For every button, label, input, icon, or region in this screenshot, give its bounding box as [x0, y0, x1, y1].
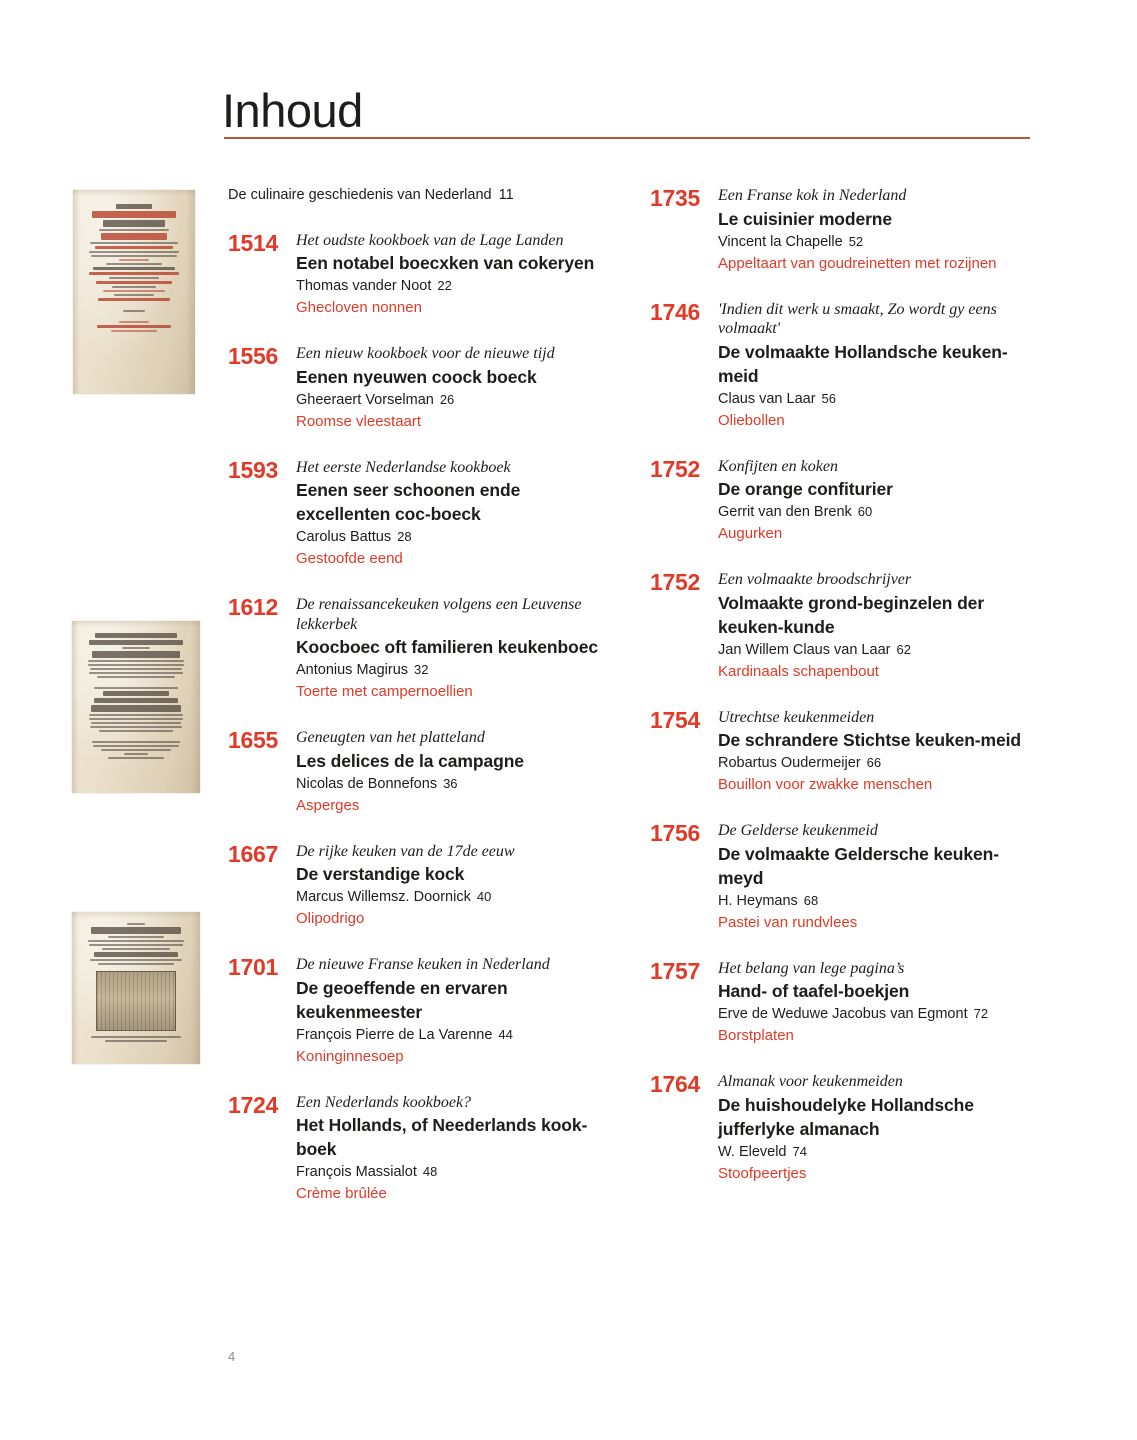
toc-entry-year: 1593: [228, 456, 278, 483]
cover-line: [111, 330, 157, 332]
toc-entry-body: [718, 570, 1040, 683]
cover-line: [103, 220, 165, 227]
toc-entry-author-line: [718, 388, 1040, 410]
cover-line: [91, 255, 177, 257]
cover-line: [90, 959, 182, 961]
cover-line: [89, 672, 183, 674]
book-cover-thumbnail-de-verstandige-kock: [72, 912, 200, 1064]
toc-entry-body: [718, 186, 1040, 275]
cover-line: [90, 668, 182, 670]
cover-line: [92, 211, 176, 218]
toc-entry-author: Thomas vander Noot: [296, 278, 432, 295]
cover-line: [95, 246, 173, 249]
toc-entry-subtitle: Konfijten en koken: [718, 457, 838, 475]
cover-type-lines: [84, 204, 184, 384]
cover-type-lines: [84, 633, 189, 784]
cover-paper-texture: [72, 621, 200, 793]
toc-entry[interactable]: [228, 458, 618, 571]
toc-entry-page-number: 44: [498, 1026, 513, 1042]
toc-entry-list-right: [650, 186, 1040, 1185]
cover-line: [97, 325, 171, 328]
toc-entry-author: Robartus Oudermeijer: [718, 755, 861, 771]
toc-entry-subtitle: Het eerste Nederlandse kookboek: [296, 458, 511, 476]
toc-entry-author-line: [296, 389, 618, 411]
toc-entry-page-number: 74: [792, 1143, 807, 1159]
toc-entry-author: Carolus Battus: [296, 529, 392, 546]
toc-entry-page-number: 32: [414, 662, 429, 678]
toc-entry-year: 1701: [228, 954, 278, 981]
toc-entry-body: [718, 959, 1040, 1048]
toc-entry[interactable]: [650, 300, 1040, 432]
toc-entry-body: [296, 344, 618, 433]
book-cover-thumbnail-volmaakte-grond-beginzelen: [72, 621, 200, 793]
toc-entry-subtitle: De renaissancekeuken volgens een Leuvense lekkerbek: [296, 596, 582, 633]
cover-line: [103, 691, 168, 696]
cover-line: [99, 730, 172, 732]
toc-entry-year: 1746: [650, 298, 700, 325]
intro-label: De culinaire geschiedenis van Nederland: [228, 187, 492, 203]
toc-entry-title: Hand- of taafel-boekjen: [718, 981, 910, 1001]
toc-entry-body: [296, 231, 618, 320]
toc-entry[interactable]: [228, 955, 618, 1068]
toc-entry-recipe: Augurken: [718, 525, 783, 542]
cover-line: [123, 310, 145, 312]
toc-entry-author: H. Heymans: [718, 892, 798, 909]
cover-line: [89, 251, 179, 253]
toc-entry[interactable]: [228, 728, 618, 817]
toc-entry-body: [718, 300, 1040, 432]
toc-entry-year: 1735: [650, 185, 700, 211]
cover-line: [95, 633, 177, 638]
toc-entry-year: 1612: [228, 594, 278, 621]
toc-entry-page-number: 36: [443, 775, 458, 791]
toc-entry[interactable]: [650, 186, 1040, 275]
toc-entry-recipe: Roomse vleestaart: [296, 412, 422, 430]
cover-type-lines: [84, 923, 189, 1057]
toc-entry-year: 1764: [650, 1071, 700, 1097]
cover-line: [109, 277, 159, 279]
cover-line: [101, 749, 170, 751]
toc-column-left: [228, 186, 618, 1230]
cover-line: [92, 651, 180, 658]
toc-entry-subtitle: Een nieuw kookboek voor de nieuwe tijd: [296, 345, 555, 363]
cover-line: [89, 944, 183, 946]
toc-entry-author: Erve de Weduwe Jacobus van Egmont: [718, 1006, 968, 1022]
toc-entry-title: Le cuisinier moderne: [718, 208, 893, 229]
toc-entry[interactable]: [650, 821, 1040, 934]
toc-entry-page-number: 68: [803, 892, 819, 908]
toc-entry-recipe: Bouillon voor zwakke menschen: [718, 776, 933, 793]
book-cover-thumbnail-le-cuisinier-moderne: [73, 190, 195, 394]
cover-line: [127, 923, 146, 925]
toc-entry-recipe: Pastei van rundvlees: [718, 913, 858, 931]
toc-entry[interactable]: [650, 959, 1040, 1048]
toc-entry-page-number: 66: [866, 755, 882, 770]
toc-entry-author-line: [296, 886, 618, 908]
cover-line: [89, 714, 183, 716]
toc-entry[interactable]: [228, 842, 618, 931]
toc-entry-author: W. Eleveld: [718, 1143, 787, 1160]
toc-intro-entry[interactable]: [228, 186, 618, 205]
page-title: Inhoud: [222, 84, 363, 138]
cover-line: [90, 242, 178, 244]
toc-entry-title: De schrandere Stichtse keuken-meid: [718, 730, 1021, 750]
toc-entry-title: De geoeffende en ervaren keukenmeester: [296, 977, 508, 1022]
cover-line: [119, 259, 149, 261]
toc-entry-body: [296, 955, 618, 1068]
toc-entry-body: [296, 595, 618, 703]
toc-entry-page-number: 28: [397, 529, 412, 545]
toc-entry-page-number: 60: [857, 504, 873, 519]
toc-entry-page-number: 56: [821, 390, 836, 406]
cover-line: [93, 745, 179, 747]
cover-line: [108, 936, 165, 938]
toc-entry-title: Het Hollands, of Neederlands kook-boek: [296, 1115, 588, 1160]
toc-entry-page-number: 22: [437, 278, 452, 294]
toc-entry-title: Volmaakte grond-beginzelen der keuken-kunde: [718, 592, 985, 637]
cover-line: [90, 726, 182, 728]
cover-line: [94, 952, 178, 957]
toc-entry-author-line: [718, 1141, 1040, 1163]
toc-entry-recipe: Ghecloven nonnen: [296, 299, 422, 317]
toc-entry-author-line: [718, 752, 1040, 774]
cover-line: [106, 263, 162, 265]
toc-entry-page-number: 72: [973, 1006, 989, 1021]
page-folio-number: 4: [228, 1349, 236, 1364]
toc-entry-page-number: 40: [476, 889, 492, 905]
cover-paper-texture: [72, 912, 200, 1064]
toc-entry-author-line: [296, 1024, 618, 1046]
toc-entry-recipe: Kardinaals schapenbout: [718, 662, 879, 680]
toc-entry-title: De huishoudelyke Hollandsche jufferlyke almanach: [718, 1094, 974, 1139]
title-divider: [224, 137, 1030, 139]
toc-entry-author-line: [296, 1161, 618, 1183]
cover-line: [98, 963, 174, 965]
toc-entry[interactable]: [228, 231, 618, 320]
cover-line: [99, 229, 169, 231]
cover-line: [103, 290, 165, 292]
cover-line: [101, 233, 167, 240]
toc-entry[interactable]: [650, 708, 1040, 797]
toc-entry-author: Marcus Willemsz. Doornick: [296, 889, 471, 906]
toc-entry-subtitle: Het belang van lege pagina’s: [718, 959, 905, 977]
toc-entry-year: 1754: [650, 706, 700, 733]
cover-line: [89, 272, 179, 275]
cover-line: [112, 286, 156, 288]
cover-line: [91, 1036, 181, 1038]
cover-line: [94, 687, 178, 689]
toc-entry-title: De volmaakte Hollandsche keuken-meid: [718, 341, 1008, 386]
toc-entry-title: Eenen nyeuwen coock boeck: [296, 366, 537, 387]
toc-entry-year: 1667: [228, 840, 278, 867]
cover-line: [93, 267, 175, 270]
toc-entry-recipe: Asperges: [296, 796, 360, 814]
cover-line: [89, 640, 183, 645]
toc-entry-body: [296, 728, 618, 817]
toc-entry-page-number: 62: [896, 641, 911, 657]
toc-entry-title: Koocboec oft familieren keukenboec: [296, 637, 598, 658]
toc-entry-title: De volmaakte Geldersche keuken-meyd: [718, 843, 999, 888]
cover-line: [119, 321, 149, 323]
toc-entry-recipe: Oliebollen: [718, 411, 785, 429]
toc-entry-year: 1752: [650, 455, 700, 482]
toc-entry-recipe: Koninginnesoep: [296, 1047, 404, 1065]
toc-entry-title: Eenen seer schoonen ende excellenten coc-boeck: [296, 480, 521, 525]
toc-entry[interactable]: [228, 344, 618, 433]
toc-entry-author-line: [718, 639, 1040, 661]
toc-entry-subtitle: Almanak voor keukenmeiden: [718, 1073, 903, 1090]
toc-entry-title: Les delices de la campagne: [296, 750, 524, 771]
toc-entry-body: [718, 1072, 1040, 1185]
toc-entry-author: Antonius Magirus: [296, 662, 409, 679]
cover-line: [97, 676, 175, 678]
toc-entry-subtitle: De Gelderse keukenmeid: [718, 822, 878, 839]
cover-line: [89, 718, 183, 720]
toc-entry-year: 1757: [650, 957, 700, 984]
toc-entry-author-line: [718, 231, 1040, 253]
cover-line: [92, 741, 180, 743]
toc-entry-author: Gheeraert Vorselman: [296, 391, 434, 408]
cover-line: [114, 294, 154, 296]
toc-entry[interactable]: [228, 595, 618, 703]
cover-line: [88, 940, 185, 942]
toc-entry-subtitle: 'Indien dit werk u smaakt, Zo wordt gy eens volmaakt': [718, 300, 997, 337]
toc-entry-author-line: [718, 1003, 1040, 1025]
toc-entry-author: François Massialot: [296, 1164, 417, 1181]
toc-entry-author: Jan Willem Claus van Laar: [718, 641, 891, 658]
toc-entry-recipe: Gestoofde eend: [296, 550, 403, 568]
toc-entry-year: 1756: [650, 820, 700, 846]
toc-entry-year: 1556: [228, 343, 278, 370]
cover-line: [91, 927, 181, 934]
toc-entry-body: [718, 457, 1040, 546]
cover-line: [88, 664, 185, 666]
cover-line: [98, 298, 170, 301]
toc-entry-author-line: [296, 275, 618, 297]
toc-column-right: [650, 186, 1040, 1210]
toc-entry-recipe: Olipodrigo: [296, 910, 365, 928]
cover-line: [94, 698, 178, 703]
toc-entry-author: François Pierre de La Varenne: [296, 1026, 493, 1043]
toc-entry-recipe: Stoofpeertjes: [718, 1164, 807, 1182]
toc-entry-year: 1752: [650, 569, 700, 595]
toc-entry-subtitle: Het oudste kookboek van de Lage Landen: [296, 231, 564, 249]
toc-entry-year: 1655: [228, 727, 278, 754]
toc-entry-page-number: 48: [422, 1164, 438, 1180]
cover-line: [91, 705, 181, 712]
toc-entry-body: [296, 1093, 618, 1206]
toc-entry-recipe: Toerte met campernoellien: [296, 683, 473, 701]
toc-entry[interactable]: [228, 1093, 618, 1206]
toc-entry-recipe: Appeltaart van goudreinetten met rozijnen: [718, 254, 997, 272]
cover-woodcut-illustration: [96, 971, 176, 1031]
toc-entry-author: Nicolas de Bonnefons: [296, 775, 438, 792]
intro-page-number: 11: [498, 187, 514, 203]
toc-entry-body: [296, 458, 618, 571]
cover-line: [88, 660, 185, 662]
toc-entry-subtitle: De rijke keuken van de 17de eeuw: [296, 842, 515, 860]
toc-entry-author: Gerrit van den Brenk: [718, 504, 852, 520]
toc-entry-subtitle: Een Franse kok in Nederland: [718, 187, 907, 204]
toc-entry-body: [718, 821, 1040, 934]
toc-entry-list-left: [228, 231, 618, 1206]
toc-entry-subtitle: Een volmaakte broodschrijver: [718, 571, 912, 588]
toc-entry-subtitle: Geneugten van het platteland: [296, 729, 485, 747]
cover-line: [124, 753, 147, 755]
toc-entry-author: Claus van Laar: [718, 390, 816, 407]
toc-entry-author: Vincent la Chapelle: [718, 233, 843, 250]
toc-entry-title: De verstandige kock: [296, 864, 465, 885]
toc-entry-body: [296, 842, 618, 931]
cover-line: [91, 722, 181, 724]
toc-entry-subtitle: Een Nederlands kookboek?: [296, 1093, 472, 1111]
toc-entry-recipe: Crème brûlée: [296, 1185, 387, 1203]
cover-line: [116, 204, 152, 209]
cover-paper-texture: [73, 190, 195, 394]
toc-entry-title: Een notabel boecxken van cokeryen: [296, 253, 595, 274]
cover-line: [102, 948, 169, 950]
toc-entry-recipe: Borstplaten: [718, 1027, 794, 1044]
toc-entry-title: De orange confiturier: [718, 479, 893, 499]
toc-entry-year: 1724: [228, 1091, 278, 1118]
toc-entry-page-number: 26: [439, 391, 455, 407]
cover-line: [96, 281, 172, 284]
toc-entry-author-line: [718, 501, 1040, 523]
cover-line: [122, 647, 149, 649]
toc-entry-year: 1514: [228, 229, 278, 256]
toc-entry-author-line: [296, 659, 618, 681]
toc-entry-author-line: [296, 526, 618, 548]
toc-entry-body: [718, 708, 1040, 797]
cover-line: [108, 757, 165, 759]
toc-entry-page-number: 52: [848, 233, 864, 249]
toc-entry[interactable]: [650, 457, 1040, 546]
toc-entry-subtitle: De nieuwe Franse keuken in Nederland: [296, 956, 550, 974]
toc-entry[interactable]: [650, 1072, 1040, 1185]
toc-entry[interactable]: [650, 570, 1040, 683]
toc-entry-author-line: [718, 890, 1040, 912]
cover-line: [105, 1040, 168, 1042]
toc-entry-subtitle: Utrechtse keukenmeiden: [718, 708, 875, 726]
toc-entry-author-line: [296, 773, 618, 795]
